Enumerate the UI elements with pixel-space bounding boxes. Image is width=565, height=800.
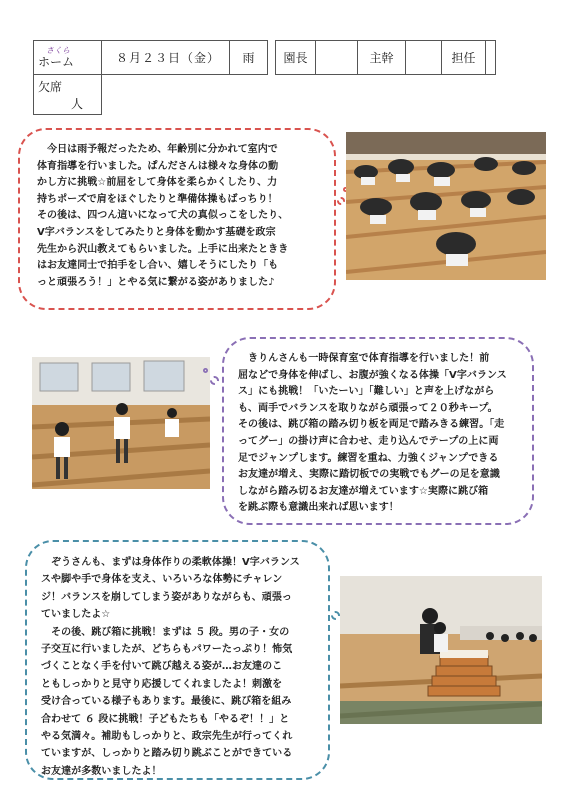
kirin-class-report: [222, 337, 534, 525]
principal-stamp-cell: [316, 41, 358, 75]
date-cell: ８月２３日（金）: [102, 41, 230, 75]
absent-cell: [34, 75, 102, 115]
panda-class-text: 今日は雨予報だったため、年齢別に分かれて室内で 体育指導を行いました。ぱんださんは様々な身体の動 かし方に挑戦☆前屈をして身体を柔らかくしたり、力 持ちポーズで肩をほぐしたりと準備体操もばっちり！ その後は、四つん這いになって犬の真似っこをしたり、 V字バランスをしてみたりと身体を動かす基礎を政宗 先生から沢山教えてもらいました。上手に出来たときき はお友達同士で拍手をし合い、嬉しそうにしたり「も っと頑張ろう！」とやる気に繋がる姿がありました♪: [37, 144, 289, 288]
panda-class-photo: [346, 132, 546, 280]
zou-class-report: [25, 540, 330, 780]
weather-cell: 雨: [230, 41, 268, 75]
kirin-class-text: きりんさんも一時保育室で体育指導を行いました！前 屈などで身体を伸ばし、お腹が強くなる体操「V字バランス ス」にも挑戦！「いたーい」「難しい」と声を上げながら も、両手でバランスを取りながら頑張って２０秒キープ。 その後は、跳び箱の踏み切り板を両足で踏みきる練習。「走 ってグー」の掛け声に合わせ、走り込んでテープの上に両 足でジャンプします。練習を重ね、力強くジャンプできる お友達が増え、実際に踏切板での実戦でもグーの足を意識 しながら踏み切るお友達が増えています☆実際に跳び箱 を跳ぶ際も意識出来れば思います！: [238, 353, 507, 514]
panda-class-report: [18, 128, 336, 310]
bubble-tail: [210, 376, 219, 385]
zou-class-text: ぞうさんも、まずは身体作りの柔軟体操！V字バランス スや脚や手で身体を支え、いろいろな体勢にチャレン ジ！バランスを崩してしまう姿がありながらも、頑張っ ていましたよ☆ その後、跳び箱に挑戦！まずは ５ 段。男の子・女の 子交互に行いましたが、どちらもパワーたっぷり！怖気 づくことなく手を付いて跳び越える姿が…お友達のこ ともしっかりと見守り応援してくれましたよ！刺激を 受け合っている様子もあります。最後に、跳び箱を組み 合わせて ６ 段に挑戦！子どもたちも「やるぞ！！」と やる気満々。補助もしっかりと、政宗先生が行ってくれ ていますが、しっかりと踏み切り跳ぶことができている お友達が多数いましたよ！: [41, 557, 300, 777]
principal-label: 園長: [276, 41, 316, 75]
zou-class-photo: [340, 576, 542, 724]
kirin-class-photo: [32, 357, 210, 489]
daily-record-header: [33, 40, 496, 115]
teacher-label: 担任: [442, 41, 486, 75]
absent-unit: 人: [70, 96, 83, 111]
head-teacher-label: 主幹: [358, 41, 406, 75]
teacher-stamp-cell: [486, 41, 496, 75]
homeroom-cell: [34, 41, 102, 75]
bubble-tail: [337, 197, 345, 205]
head-teacher-stamp-cell: [406, 41, 442, 75]
bubble-tail: [203, 368, 208, 373]
bubble-tail: [331, 611, 340, 620]
absent-label: 欠席: [38, 79, 63, 94]
homeroom-label: ホーム: [38, 55, 75, 69]
homeroom-ruby: さくら: [46, 46, 70, 55]
